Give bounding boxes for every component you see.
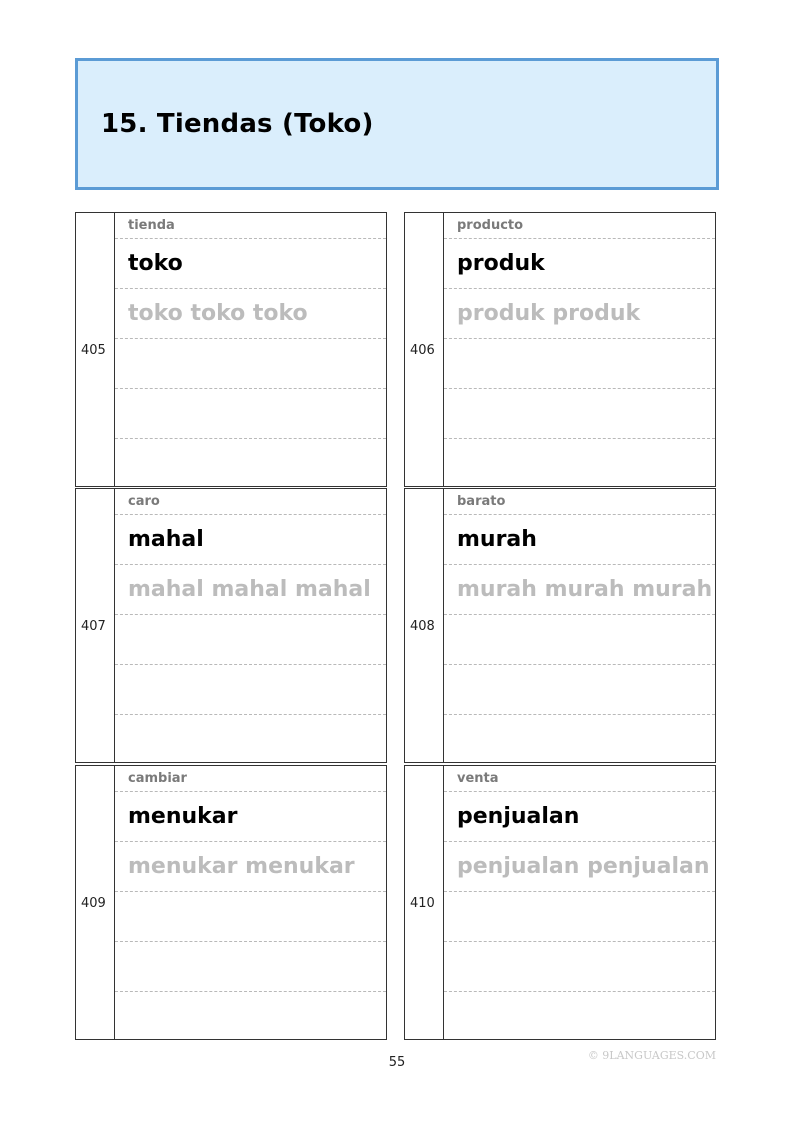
writing-line bbox=[115, 388, 386, 439]
number-column bbox=[75, 766, 115, 1039]
writing-line bbox=[444, 714, 715, 764]
trace-text: produk produk bbox=[457, 301, 641, 326]
number-column bbox=[75, 213, 115, 486]
spanish-word: barato bbox=[457, 494, 506, 509]
word-row bbox=[115, 514, 386, 565]
target-word: produk bbox=[457, 251, 545, 276]
writing-line bbox=[115, 991, 386, 1041]
vocab-card-405 bbox=[75, 212, 387, 487]
trace-text: murah murah murah bbox=[457, 577, 713, 602]
spanish-word: producto bbox=[457, 218, 524, 233]
spanish-row bbox=[444, 213, 715, 239]
title-box bbox=[75, 58, 719, 190]
target-word: toko bbox=[128, 251, 183, 276]
spanish-row bbox=[115, 213, 386, 239]
spanish-word: cambiar bbox=[128, 771, 187, 786]
word-row bbox=[115, 791, 386, 842]
trace-text: mahal mahal mahal bbox=[128, 577, 371, 602]
trace-text: penjualan penjualan bbox=[457, 854, 710, 879]
target-word: murah bbox=[457, 527, 537, 552]
writing-line bbox=[115, 664, 386, 715]
spanish-word: venta bbox=[457, 771, 499, 786]
spanish-row bbox=[444, 766, 715, 792]
spanish-row bbox=[115, 489, 386, 515]
spanish-row bbox=[115, 766, 386, 792]
trace-row bbox=[444, 564, 715, 615]
target-word: mahal bbox=[128, 527, 204, 552]
vocab-card-406 bbox=[404, 212, 716, 487]
spanish-word: caro bbox=[128, 494, 160, 509]
writing-line bbox=[444, 388, 715, 439]
target-word: penjualan bbox=[457, 804, 580, 829]
writing-line bbox=[444, 438, 715, 488]
trace-row bbox=[115, 564, 386, 615]
writing-line bbox=[444, 338, 715, 389]
word-row bbox=[444, 238, 715, 289]
entry-number: 408 bbox=[410, 619, 435, 634]
spanish-word: tienda bbox=[128, 218, 175, 233]
number-column bbox=[404, 213, 444, 486]
trace-row bbox=[115, 288, 386, 339]
number-column bbox=[404, 766, 444, 1039]
writing-line bbox=[444, 891, 715, 942]
trace-row bbox=[444, 288, 715, 339]
writing-line bbox=[115, 338, 386, 389]
writing-line bbox=[444, 991, 715, 1041]
writing-line bbox=[115, 891, 386, 942]
number-column bbox=[404, 489, 444, 762]
entry-number: 409 bbox=[81, 896, 106, 911]
entry-number: 406 bbox=[410, 343, 435, 358]
entry-number: 405 bbox=[81, 343, 106, 358]
writing-line bbox=[115, 614, 386, 665]
number-column bbox=[75, 489, 115, 762]
vocab-card-407 bbox=[75, 488, 387, 763]
vocab-card-410 bbox=[404, 765, 716, 1040]
trace-row bbox=[444, 841, 715, 892]
word-row bbox=[444, 514, 715, 565]
writing-line bbox=[115, 438, 386, 488]
writing-line bbox=[444, 664, 715, 715]
trace-text: toko toko toko bbox=[128, 301, 308, 326]
watermark: © 9LANGUAGES.COM bbox=[587, 1049, 716, 1062]
spanish-row bbox=[444, 489, 715, 515]
writing-line bbox=[444, 941, 715, 992]
writing-line bbox=[444, 614, 715, 665]
vocab-card-408 bbox=[404, 488, 716, 763]
page-number: 55 bbox=[388, 1055, 406, 1070]
writing-line bbox=[115, 941, 386, 992]
entry-number: 407 bbox=[81, 619, 106, 634]
word-row bbox=[444, 791, 715, 842]
trace-row bbox=[115, 841, 386, 892]
word-row bbox=[115, 238, 386, 289]
vocab-card-409 bbox=[75, 765, 387, 1040]
trace-text: menukar menukar bbox=[128, 854, 355, 879]
entry-number: 410 bbox=[410, 896, 435, 911]
writing-line bbox=[115, 714, 386, 764]
page-title: 15. Tiendas (Toko) bbox=[101, 109, 374, 139]
target-word: menukar bbox=[128, 804, 238, 829]
